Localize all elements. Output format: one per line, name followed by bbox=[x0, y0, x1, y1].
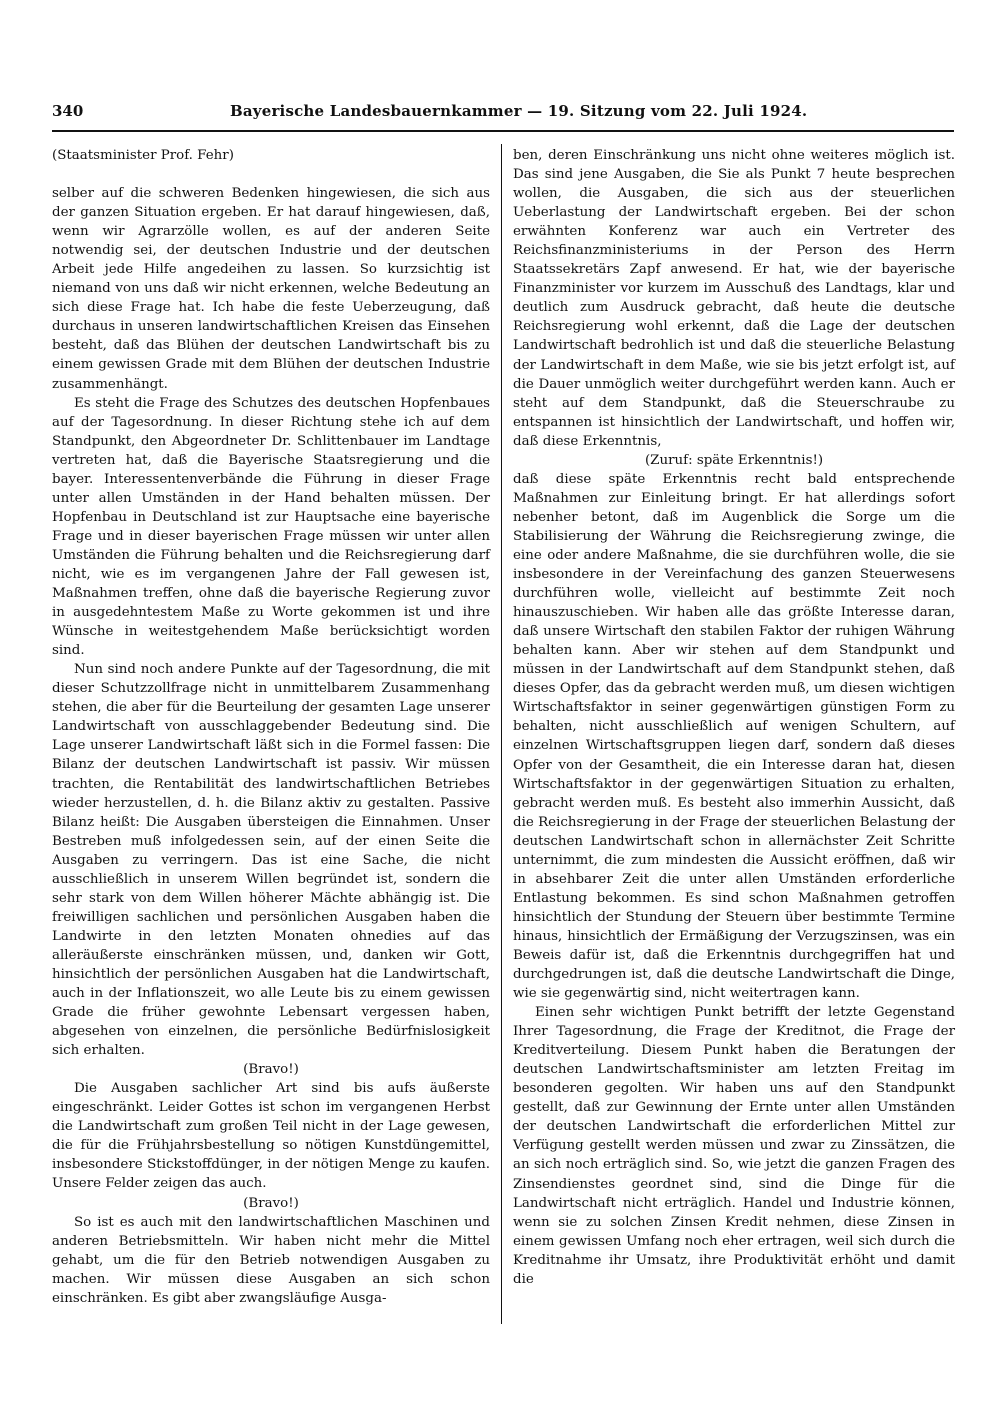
paragraph: Einen sehr wichtigen Punkt betrifft der letzte Gegenstand Ihrer Tagesordnung, die Frage der Kreditnot, die Frage der Kreditverteilung. Diesem Punkt haben die Beratungen der deutschen Landwirtschaftsminister am letzten Freitag im besonderen gegolten. Wir haben uns auf den Standpunkt gestellt, daß zur Gewinnung der Ernte unter allen Umständen der deutschen Landwirtschaft die erforderlichen Mittel zur Verfügung gestellt werden müssen und zwar zu Zinssätzen, die an sich noch erträglich sind. So, wie jetzt die ganzen Fragen des Zinsendienstes geordnet sind, sind die Dinge für die Landwirtschaft nicht erträglich. Handel und Industrie können, wenn sie zu solchen Zinsen Kredit nehmen, diese Zinsen in einem gewissen Umfang noch eher ertragen, weil sich durch die Kreditnahme ihr Umsatz, ihre Produktivität erhöht und damit die bbox=[513, 1005, 955, 1287]
page-number: 340 bbox=[52, 102, 84, 120]
left-column bbox=[52, 146, 490, 1308]
header-title: Bayerische Landesbauernkammer — 19. Sitzung vom 22. Juli 1924. bbox=[230, 102, 808, 120]
paragraph: daß diese späte Erkenntnis recht bald entsprechende Maßnahmen zur Einleitung bringt. Er hat allerdings sofort nebenher betont, daß im Augenblick die Sorge um die Stabilisierung der Währung die Reichsregierung zwinge, die eine oder andere Maßnahme, die sie durchführen wolle, die sie insbesondere in der Vereinfachung des ganzen Steuerwesens durchführen wolle, vielleicht auf bestimmte Zeit noch hinauszuschieben. Wir haben alle das größte Interesse daran, daß unsere Wirtschaft den stabilen Faktor der ruhigen Währung behalten kann. Aber wir stehen auf dem Standpunkt und müssen in der Landwirtschaft auf dem Standpunkt stehen, daß dieses Opfer, das da gebracht werden muß, um diesen wichtigen Wirtschaftsfaktor in seiner gegenwärtigen günstigen Form zu behalten, nicht ausschließlich auf wenigen Schultern, auf einzelnen Wirtschaftsgruppen liegen darf, sondern daß dieses Opfer von der Gesamtheit, die ein Interesse daran hat, diesen Wirtschaftsfaktor in der gegenwärtigen Situation zu erhalten, gebracht werden muß. Es besteht also immerhin Aussicht, daß die Reichsregierung in der Frage der steuerlichen Belastung der deutschen Landwirtschaft schon in allernächster Zeit Schritte unternimmt, die zum mindesten die Aussicht eröffnen, daß wir in absehbarer Zeit die unter allen Umständen erforderliche Entlastung bekommen. Es sind schon Maßnahmen getroffen hinsichtlich der Stundung der Steuern über bestimmte Termine hinaus, hinsichtlich der Ermäßigung der Verzugszinsen, was ein Beweis dafür ist, daß die Erkenntnis durchgegriffen hat und durchgedrungen ist, daß die deutsche Landwirtschaft die Dinge, wie sie gegenwärtig sind, nicht weitertragen kann. bbox=[513, 471, 955, 1002]
header-rule bbox=[52, 130, 954, 132]
interjection: (Bravo!) bbox=[243, 1062, 299, 1078]
running-header bbox=[52, 102, 954, 124]
paragraph: ben, deren Einschränkung uns nicht ohne weiteres möglich ist. Das sind jene Ausgaben, die Sie als Punkt 7 heute besprechen wollen, die Ausgaben, die sich aus der steuerlichen Ueberlastung der Landwirtschaft ergeben. Bei der schon erwähnten Konferenz war auch ein Vertreter des Reichsfinanzministeriums in der Person des Herrn Staatssekretärs Zapf anwesend. Er hat, wie der bayerische Finanzminister vor kurzem im Ausschuß des Landtags, klar und deutlich zum Ausdruck gebracht, daß heute die deutsche Reichsregierung wohl erkennt, daß die Lage der deutschen Landwirtschaft bedrohlich ist und daß die steuerliche Belastung der Landwirtschaft in dem Maße, wie sie bis jetzt erfolgt ist, auf die Dauer unmöglich weiter durchgeführt werden kann. Auch er steht auf dem Standpunkt, daß die Steuerschraube zu entspannen ist hinsichtlich der Landwirtschaft, und hoffen wir, daß diese Erkenntnis, bbox=[513, 148, 955, 449]
paragraph: So ist es auch mit den landwirtschaftlichen Maschinen und anderen Betriebsmitteln. Wir haben nicht mehr die Mittel gehabt, um die für den Betrieb notwendigen Ausgaben zu machen. Wir müssen diese Ausgaben an sich schon einschränken. Es gibt aber zwangsläufige Ausga- bbox=[52, 1214, 490, 1306]
interjection: (Zuruf: späte Erkenntnis!) bbox=[644, 452, 824, 468]
paragraph: Die Ausgaben sachlicher Art sind bis aufs äußerste eingeschränkt. Leider Gottes ist schon im vergangenen Herbst die Landwirtschaft zum großen Teil nicht in der Lage gewesen, die für die Frühjahrsbestellung so nötigen Kunstdüngemittel, insbesondere Stickstoffdünger, in der nötigen Menge zu kaufen. Unsere Felder zeigen das auch. bbox=[52, 1081, 490, 1192]
speaker-label: (Staatsminister Prof. Fehr) bbox=[52, 148, 234, 163]
paragraph: selber auf die schweren Bedenken hingewiesen, die sich aus der ganzen Situation ergeben. Er hat darauf hingewiesen, daß, wenn wir Agrarzölle wollen, es auf der anderen Seite notwendig sei, der deutschen Industrie und der deutschen Arbeit jede Hilfe angedeihen zu lassen. So kurzsichtig ist niemand von uns daß wir nicht erkennen, welche Bedeutung an sich diese Frage hat. Ich habe die feste Ueberzeugung, daß durchaus in unseren landwirtschaftlichen Kreisen das Einsehen besteht, daß das Blühen der deutschen Landwirtschaft bis zu einem gewissen Grade mit dem Blühen der deutschen Industrie zusammenhängt. bbox=[52, 186, 490, 392]
interjection: (Bravo!) bbox=[243, 1195, 299, 1211]
paragraph: Es steht die Frage des Schutzes des deutschen Hopfenbaues auf der Tagesordnung. In dieser Richtung stehe ich auf dem Standpunkt, den Abgeordneter Dr. Schlittenbauer im Landtage vertreten hat, daß die Bayerische Staatsregierung und die bayer. Interessentenverbände die Führung in dieser Frage unter allen Umständen in der Hand behalten müssen. Der Hopfenbau in Deutschland ist zur Hauptsache eine bayerische Frage und in dieser bayerischen Frage müssen wir unter allen Umständen die Führung behalten und die Reichsregierung darf nicht, wie es im vergangenen Jahre der Fall gewesen ist, Maßnahmen treffen, ohne daß die bayerische Regierung zuvor in ausgedehntestem Maße zu Worte gekommen ist und ihre Wünsche in weitestgehendem Maße berücksichtigt worden sind. bbox=[52, 395, 490, 659]
column-divider bbox=[501, 144, 502, 1324]
right-column bbox=[513, 146, 955, 1289]
paragraph: Nun sind noch andere Punkte auf der Tagesordnung, die mit dieser Schutzzollfrage nicht in unmittelbarem Zusammenhang stehen, die aber für die Beurteilung der gesamten Lage unserer Landwirtschaft von ausschlaggebender Bedeutung sind. Die Lage unserer Landwirtschaft läßt sich in die Formel fassen: Die Bilanz der deutschen Landwirtschaft ist passiv. Wir müssen trachten, die Rentabilität des landwirtschaftlichen Betriebes wieder herzustellen, d. h. die Bilanz aktiv zu gestalten. Passive Bilanz heißt: Die Ausgaben übersteigen die Einnahmen. Unser Bestreben muß infolgedessen sein, auf der einen Seite die Ausgaben zu verringern. Das ist eine Sache, die nicht ausschließlich in unserem Willen begründet ist, sondern die sehr stark von dem Willen höherer Mächte abhängig ist. Die freiwilligen sachlichen und persönlichen Ausgaben haben die Landwirte in den letzten Monaten ohnedies auf das alleräußerste einschränken müssen, und, danken wir Gott, hinsichtlich der persönlichen Ausgaben hat die Landwirtschaft, auch in der Inflationszeit, wo alle Leute bis zu einem gewissen Grade die früher gewohnte Lebensart vergessen haben, abgesehen von einzelnen, die persönliche Bedürfnislosigkeit sich erhalten. bbox=[52, 662, 490, 1059]
